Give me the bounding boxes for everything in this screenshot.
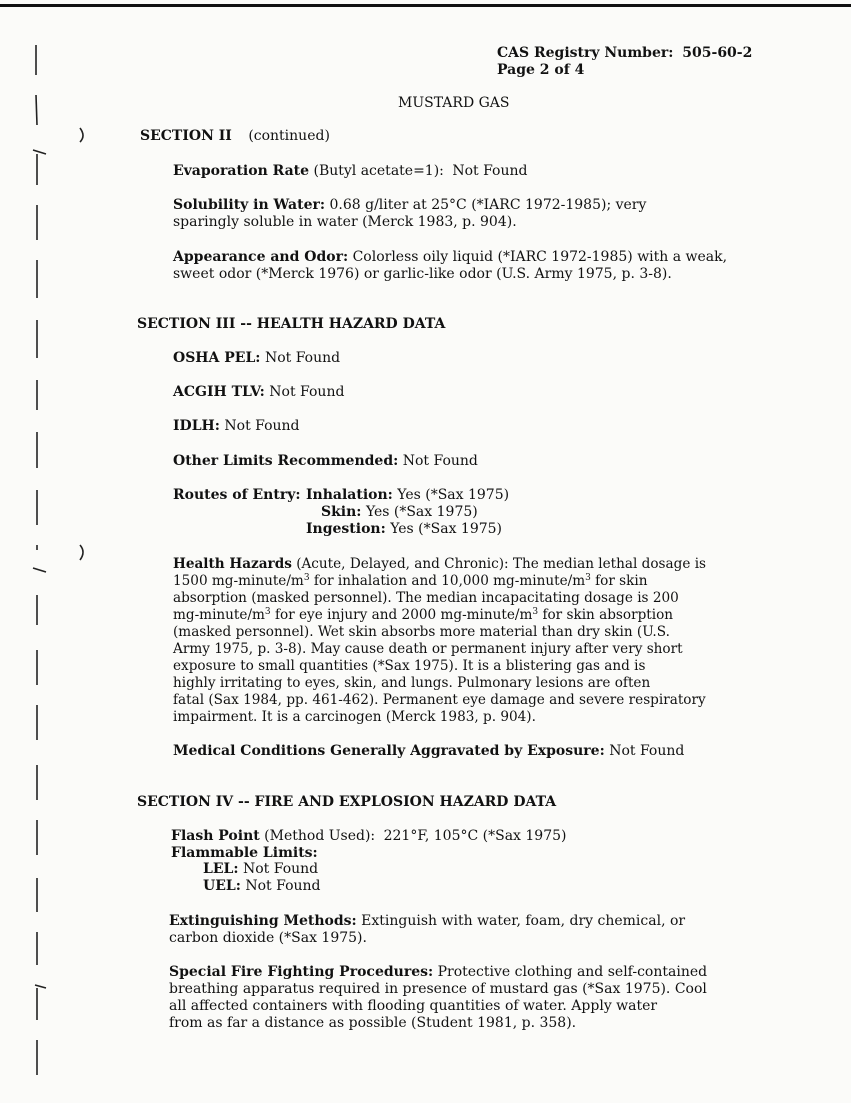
section-3-heading: SECTION III -- HEALTH HAZARD DATA — [137, 316, 446, 332]
appearance-text: Colorless oily liquid (*IARC 1972-1985) with a weak, — [352, 249, 728, 265]
other-limits — [173, 453, 478, 470]
skin-label: Skin: — [321, 504, 362, 520]
route-skin — [321, 504, 478, 521]
page-number: Page 2 of 4 — [497, 62, 585, 78]
flash-point-label: Flash Point — [171, 828, 260, 844]
lel — [203, 861, 318, 878]
acgih-tlv — [173, 384, 344, 401]
health-hazards-label: Health Hazards — [173, 556, 292, 572]
health-text-4c: for skin absorption — [538, 607, 674, 623]
extinguishing-label: Extinguishing Methods: — [169, 913, 357, 929]
appearance-paragraph — [173, 249, 727, 283]
health-text-3: absorption (masked personnel). The median incapacitating dosage is 200 — [173, 590, 679, 606]
health-text-4a: mg-minute/m — [173, 607, 265, 623]
other-limits-value: Not Found — [402, 453, 478, 469]
flammable-limits-label: Flammable Limits: — [171, 845, 318, 861]
section-2-continued: (continued) — [248, 128, 330, 144]
extinguishing-paragraph — [169, 913, 685, 947]
lel-label: LEL: — [203, 861, 239, 877]
flash-point-value: 221°F, 105°C (*Sax 1975) — [383, 828, 567, 844]
superscript: 3 — [585, 573, 591, 583]
evaporation-rate — [173, 163, 527, 180]
routes-label: Routes of Entry: — [173, 487, 301, 503]
health-hazards-paragraph — [173, 556, 706, 726]
lel-value: Not Found — [242, 861, 319, 877]
evaporation-qualifier: (Butyl acetate=1): — [313, 163, 444, 179]
other-limits-label: Other Limits Recommended: — [173, 453, 399, 469]
cas-label: CAS Registry Number: — [497, 45, 674, 61]
health-text-2a: 1500 mg-minute/m — [173, 573, 304, 589]
top-rule — [0, 4, 851, 7]
appearance-text-2: sweet odor (*Merck 1976) or garlic-like odor (U.S. Army 1975, p. 3-8). — [173, 266, 672, 282]
idlh-label: IDLH: — [173, 418, 220, 434]
document-title: MUSTARD GAS — [398, 95, 510, 111]
health-text-2c: for skin — [590, 573, 648, 589]
health-text-1: (Acute, Delayed, and Chronic): The median lethal dosage is — [296, 556, 707, 572]
health-text-4b: for eye injury and 2000 mg-minute/m — [270, 607, 533, 623]
special-procedures-label: Special Fire Fighting Procedures: — [169, 964, 434, 980]
health-text-9: fatal (Sax 1984, pp. 461-462). Permanent eye damage and severe respiratory — [173, 692, 706, 708]
margin-binding-marks — [0, 0, 110, 1103]
uel-value: Not Found — [245, 878, 321, 894]
acgih-value: Not Found — [269, 384, 345, 400]
solubility-text: 0.68 g/liter at 25°C (*IARC 1972-1985); very — [329, 197, 647, 213]
uel-label: UEL: — [203, 878, 241, 894]
special-text-1: Protective clothing and self-contained — [437, 964, 708, 980]
skin-value: Yes (*Sax 1975) — [365, 504, 478, 520]
health-text-7: exposure to small quantities (*Sax 1975). It is a blistering gas and is — [173, 658, 646, 674]
flash-point — [171, 828, 566, 845]
osha-label: OSHA PEL: — [173, 350, 261, 366]
special-text-2: breathing apparatus required in presence of mustard gas (*Sax 1975). Cool — [169, 981, 707, 997]
route-ingestion — [306, 521, 502, 538]
health-text-8: highly irritating to eyes, skin, and lungs. Pulmonary lesions are often — [173, 675, 651, 691]
medical-value: Not Found — [609, 743, 685, 759]
cas-registry — [497, 45, 752, 62]
idlh-value: Not Found — [224, 418, 300, 434]
superscript: 3 — [532, 607, 539, 617]
section-2-heading — [140, 128, 330, 145]
acgih-label: ACGIH TLV: — [173, 384, 265, 400]
solubility-text-2: sparingly soluble in water (Merck 1983, p. 904). — [173, 214, 517, 230]
inhalation-label: Inhalation: — [306, 487, 393, 503]
evaporation-label: Evaporation Rate — [173, 163, 310, 179]
ingestion-value: Yes (*Sax 1975) — [390, 521, 503, 537]
osha-value: Not Found — [264, 350, 341, 366]
flash-point-qualifier: (Method Used): — [264, 828, 376, 844]
evaporation-value: Not Found — [452, 163, 528, 179]
health-text-2b: for inhalation and 10,000 mg-minute/m — [309, 573, 586, 589]
route-inhalation — [306, 487, 509, 504]
ingestion-label: Ingestion: — [306, 521, 386, 537]
uel — [203, 878, 321, 895]
special-text-4: from as far a distance as possible (Student 1981, p. 358). — [169, 1015, 577, 1031]
superscript: 3 — [264, 607, 271, 617]
special-procedures-paragraph — [169, 964, 707, 1032]
osha-pel — [173, 350, 340, 367]
solubility-paragraph — [173, 197, 646, 231]
health-text-6: Army 1975, p. 3-8). May cause death or permanent injury after very short — [173, 641, 683, 657]
medical-conditions — [173, 743, 684, 760]
extinguishing-text-2: carbon dioxide (*Sax 1975). — [169, 930, 367, 946]
health-text-5: (masked personnel). Wet skin absorbs more material than dry skin (U.S. — [173, 624, 670, 640]
appearance-label: Appearance and Odor: — [173, 249, 349, 265]
cas-number: 505-60-2 — [682, 45, 753, 61]
solubility-label: Solubility in Water: — [173, 197, 326, 213]
extinguishing-text: Extinguish with water, foam, dry chemical, or — [361, 913, 686, 929]
special-text-3: all affected containers with flooding quantities of water. Apply water — [169, 998, 658, 1014]
health-text-10: impairment. It is a carcinogen (Merck 1983, p. 904). — [173, 709, 536, 725]
inhalation-value: Yes (*Sax 1975) — [397, 487, 510, 503]
section-2-title: SECTION II — [140, 128, 232, 144]
idlh — [173, 418, 300, 435]
medical-label: Medical Conditions Generally Aggravated by Exposure: — [173, 743, 605, 759]
superscript: 3 — [303, 573, 310, 583]
section-4-heading: SECTION IV -- FIRE AND EXPLOSION HAZARD DATA — [137, 794, 557, 810]
